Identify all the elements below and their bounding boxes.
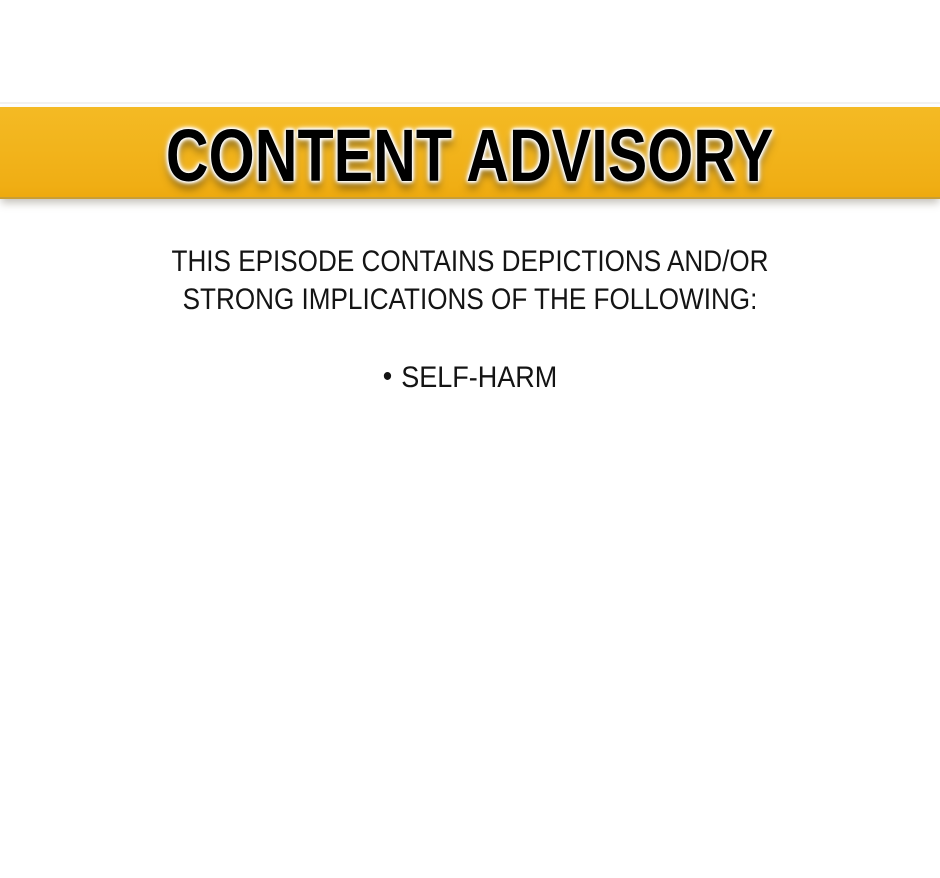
advisory-intro-line1: THIS EPISODE CONTAINS DEPICTIONS AND/OR	[171, 245, 769, 278]
advisory-item-self-harm	[47, 359, 893, 397]
advisory-intro	[0, 243, 940, 319]
advisory-banner	[0, 107, 940, 199]
bullet-icon: •	[382, 360, 393, 393]
advisory-intro-line2: STRONG IMPLICATIONS OF THE FOLLOWING:	[182, 283, 758, 316]
advisory-item-label: SELF-HARM	[401, 361, 558, 394]
banner-title: CONTENT ADVISORY	[166, 113, 774, 197]
